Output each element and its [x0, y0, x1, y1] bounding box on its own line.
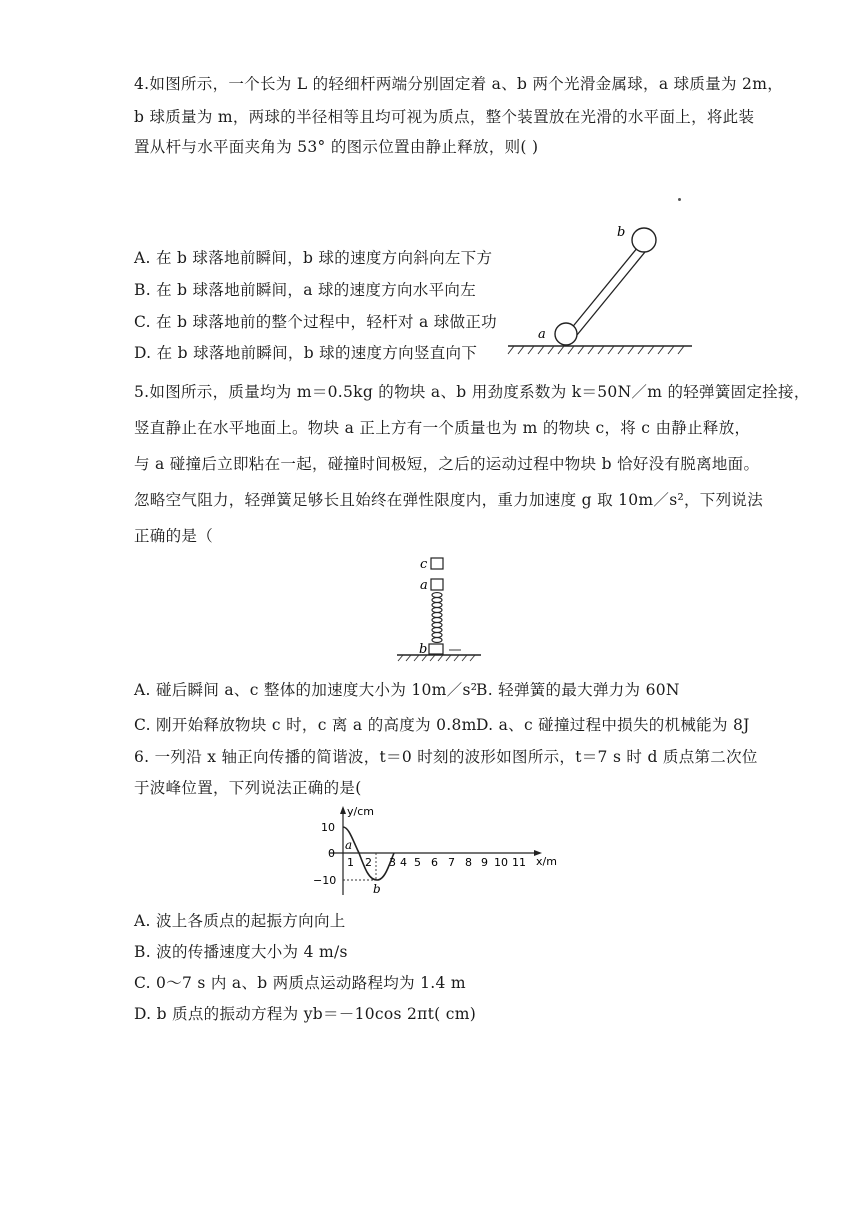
q4-option-d: D. 在 b 球落地前瞬间，b 球的速度方向竖直向下	[134, 344, 478, 362]
q6-y-axis-label: y/cm	[347, 805, 374, 818]
q4-option-c: C. 在 b 球落地前的整个过程中，轻杆对 a 球做正功	[134, 313, 497, 331]
q6-x-tick: 2	[365, 856, 372, 869]
q6-x-tick: 8	[465, 856, 472, 869]
q4-option-b: B. 在 b 球落地前瞬间，a 球的速度方向水平向左	[134, 281, 476, 299]
q6-x-tick: 6	[431, 856, 438, 869]
q6-x-tick: 5	[414, 856, 421, 869]
q5-option-a: A. 碰后瞬间 a、c 整体的加速度大小为 10m／s²	[134, 681, 478, 699]
q5-label-c: c	[420, 557, 428, 572]
q4-rod-figure	[500, 215, 700, 365]
q6-x-tick: 3	[389, 856, 396, 869]
q6-x-tick: 9	[481, 856, 488, 869]
q5-label-b: b	[419, 642, 428, 657]
q5-block-b	[429, 644, 443, 654]
q4-stem-line-1: 4.如图所示，一个长为 L 的轻细杆两端分别固定着 a、b 两个光滑金属球，a 球质量为 2m，	[134, 75, 784, 93]
q4-label-b: b	[617, 225, 626, 240]
q6-label-b: b	[373, 882, 381, 896]
q6-option-b: B. 波的传播速度大小为 4 m/s	[134, 943, 348, 961]
q6-wave-figure	[310, 803, 570, 903]
q6-x-tick: 1	[347, 856, 354, 869]
q6-y-tick-0: 0	[328, 847, 335, 860]
q4-label-a: a	[538, 327, 546, 342]
q5-option-d: D. a、c 碰撞过程中损失的机械能为 8J	[476, 716, 750, 734]
q5-stem-line-4: 忽略空气阻力，轻弹簧足够长且始终在弹性限度内，重力加速度 g 取 10m／s²，下列说法	[134, 491, 763, 509]
q6-x-tick: 10	[494, 856, 508, 869]
q6-option-c: C. 0～7 s 内 a、b 两质点运动路程均为 1.4 m	[134, 974, 466, 992]
q6-x-tick: 11	[512, 856, 526, 869]
q5-label-a: a	[420, 578, 428, 593]
q5-spring-figure	[385, 553, 495, 663]
q5-block-c	[431, 558, 443, 569]
q4-option-a: A. 在 b 球落地前瞬间，b 球的速度方向斜向左下方	[134, 249, 493, 267]
q5-block-a	[431, 579, 443, 590]
q5-spring	[432, 593, 442, 643]
q5-option-c: C. 刚开始释放物块 c 时，c 离 a 的高度为 0.8m	[134, 716, 477, 734]
q6-option-a: A. 波上各质点的起振方向向上	[134, 912, 346, 930]
q6-x-tick: 4	[400, 856, 407, 869]
stray-mark	[678, 198, 681, 201]
q6-y-tick-10: 10	[321, 821, 335, 834]
q5-stem-line-3: 与 a 碰撞后立即粘在一起，碰撞时间极短，之后的运动过程中物块 b 恰好没有脱离地面。	[134, 455, 760, 473]
q4-stem-line-3: 置从杆与水平面夹角为 53° 的图示位置由静止释放，则( )	[134, 138, 539, 156]
q4-ball-a	[555, 323, 577, 345]
q6-y-tick-neg10: −10	[313, 874, 337, 887]
q6-label-a: a	[345, 838, 353, 852]
q5-option-b: B. 轻弹簧的最大弹力为 60N	[476, 681, 680, 699]
q5-stem-line-1: 5.如图所示，质量均为 m＝0.5kg 的物块 a、b 用劲度系数为 k＝50N／m 的轻弹簧固定拴接，	[134, 383, 810, 401]
q6-stem-line-1: 6. 一列沿 x 轴正向传播的简谐波，t＝0 时刻的波形如图所示，t＝7 s 时 d 质点第二次位	[134, 748, 758, 766]
q4-ball-b	[632, 228, 656, 252]
q5-stem-line-5: 正确的是（	[134, 527, 214, 545]
q6-option-d: D. b 质点的振动方程为 yb＝－10cos 2πt( cm)	[134, 1005, 477, 1023]
q6-stem-line-2: 于波峰位置，下列说法正确的是(	[134, 779, 362, 797]
q6-x-axis-label: x/m	[536, 855, 557, 868]
q6-x-tick: 7	[448, 856, 455, 869]
q4-stem-line-2: b 球质量为 m，两球的半径相等且均可视为质点，整个装置放在光滑的水平面上，将此装	[134, 108, 755, 126]
q5-stem-line-2: 竖直静止在水平地面上。物块 a 正上方有一个质量也为 m 的物块 c，将 c 由静止释放，	[134, 419, 751, 437]
